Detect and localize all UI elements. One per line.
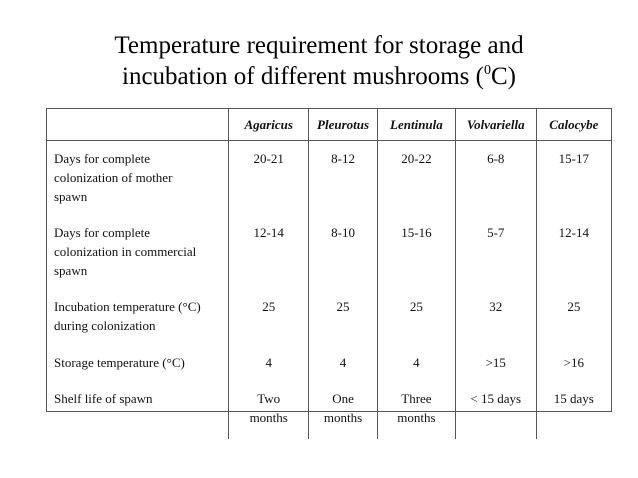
cell-value: >15 — [485, 355, 506, 370]
cell-value: 15-16 — [401, 225, 432, 240]
cell-value: 32 — [489, 299, 503, 314]
table-header-row — [47, 109, 611, 141]
cell-value: 8-12 — [331, 151, 355, 166]
cell-value: 4 — [265, 355, 272, 370]
label-line: Shelf life of spawn — [54, 391, 153, 406]
cell-value: months — [249, 410, 288, 425]
table-cell — [309, 215, 378, 289]
cell-value: 25 — [336, 299, 350, 314]
label-line: Days for complete — [54, 151, 151, 166]
table-cell — [378, 289, 456, 345]
cell-value: months — [397, 410, 436, 425]
table-row — [47, 289, 611, 345]
table-cell — [455, 215, 536, 289]
cell-value: 25 — [262, 299, 276, 314]
header-pleurotus: Pleurotus — [309, 109, 378, 141]
table-cell — [309, 141, 378, 216]
title-superscript: 0 — [483, 62, 491, 78]
row-label — [47, 345, 229, 381]
cell-value: 6-8 — [487, 151, 505, 166]
label-line: Days for complete — [54, 225, 151, 240]
table-row — [47, 345, 611, 381]
label-line: spawn — [54, 263, 88, 278]
table-cell — [536, 215, 611, 289]
table-cell — [378, 345, 456, 381]
header-blank-cell — [47, 109, 229, 141]
title-line-2 — [0, 61, 638, 92]
label-line: colonization in commercial — [54, 244, 197, 259]
row-label — [47, 141, 229, 216]
cell-value: 12-14 — [253, 225, 284, 240]
table-cell — [229, 289, 309, 345]
row-label — [47, 381, 229, 439]
row-label — [47, 215, 229, 289]
label-line: Storage temperature (°C) — [54, 355, 185, 370]
table-row — [47, 215, 611, 289]
cell-value: < 15 days — [470, 391, 522, 406]
table-cell — [455, 381, 536, 439]
cell-value: 12-14 — [558, 225, 589, 240]
label-line: spawn — [54, 189, 88, 204]
cell-value: Three — [401, 391, 432, 406]
table-cell — [309, 289, 378, 345]
table-cell — [378, 215, 456, 289]
table-cell — [536, 381, 611, 439]
header-agaricus: Agaricus — [229, 109, 309, 141]
table-cell — [455, 345, 536, 381]
table-row — [47, 381, 611, 439]
cell-value: 4 — [413, 355, 420, 370]
label-line: colonization of mother — [54, 170, 173, 185]
table-cell — [455, 289, 536, 345]
cell-value: 15-17 — [558, 151, 589, 166]
table-cell — [536, 289, 611, 345]
cell-value: 25 — [409, 299, 423, 314]
table-cell — [378, 381, 456, 439]
mushroom-requirements-table — [47, 109, 611, 439]
cell-value: 5-7 — [487, 225, 505, 240]
cell-value: 20-22 — [401, 151, 432, 166]
table-row — [47, 141, 611, 216]
cell-value: 20-21 — [253, 151, 284, 166]
cell-value: 15 days — [553, 391, 594, 406]
cell-value: Two — [257, 391, 281, 406]
table-cell — [536, 345, 611, 381]
table-cell — [229, 215, 309, 289]
row-label — [47, 289, 229, 345]
mushroom-table-frame — [46, 108, 612, 425]
table-cell — [229, 345, 309, 381]
header-volvariella: Volvariella — [455, 109, 536, 141]
table-cell — [378, 141, 456, 216]
cell-value: One — [332, 391, 354, 406]
label-line: during colonization — [54, 318, 156, 333]
cell-value: 4 — [339, 355, 347, 370]
slide-title — [0, 30, 638, 92]
title-line-1: Temperature requirement for storage and — [114, 32, 524, 59]
header-lentinula: Lentinula — [378, 109, 456, 141]
title-line-2-end: C) — [490, 63, 516, 90]
table-cell — [229, 141, 309, 216]
label-line: Incubation temperature (°C) — [54, 299, 201, 314]
table-cell — [455, 141, 536, 216]
header-calocybe: Calocybe — [536, 109, 611, 141]
table-cell — [309, 381, 378, 439]
cell-value: months — [323, 410, 363, 425]
table-cell — [229, 381, 309, 439]
table-cell — [309, 345, 378, 381]
title-line-2-text: incubation of different mushrooms ( — [122, 63, 484, 90]
table-cell — [536, 141, 611, 216]
cell-value: 25 — [567, 299, 581, 314]
cell-value: 8-10 — [331, 225, 355, 240]
cell-value: >16 — [563, 355, 584, 370]
